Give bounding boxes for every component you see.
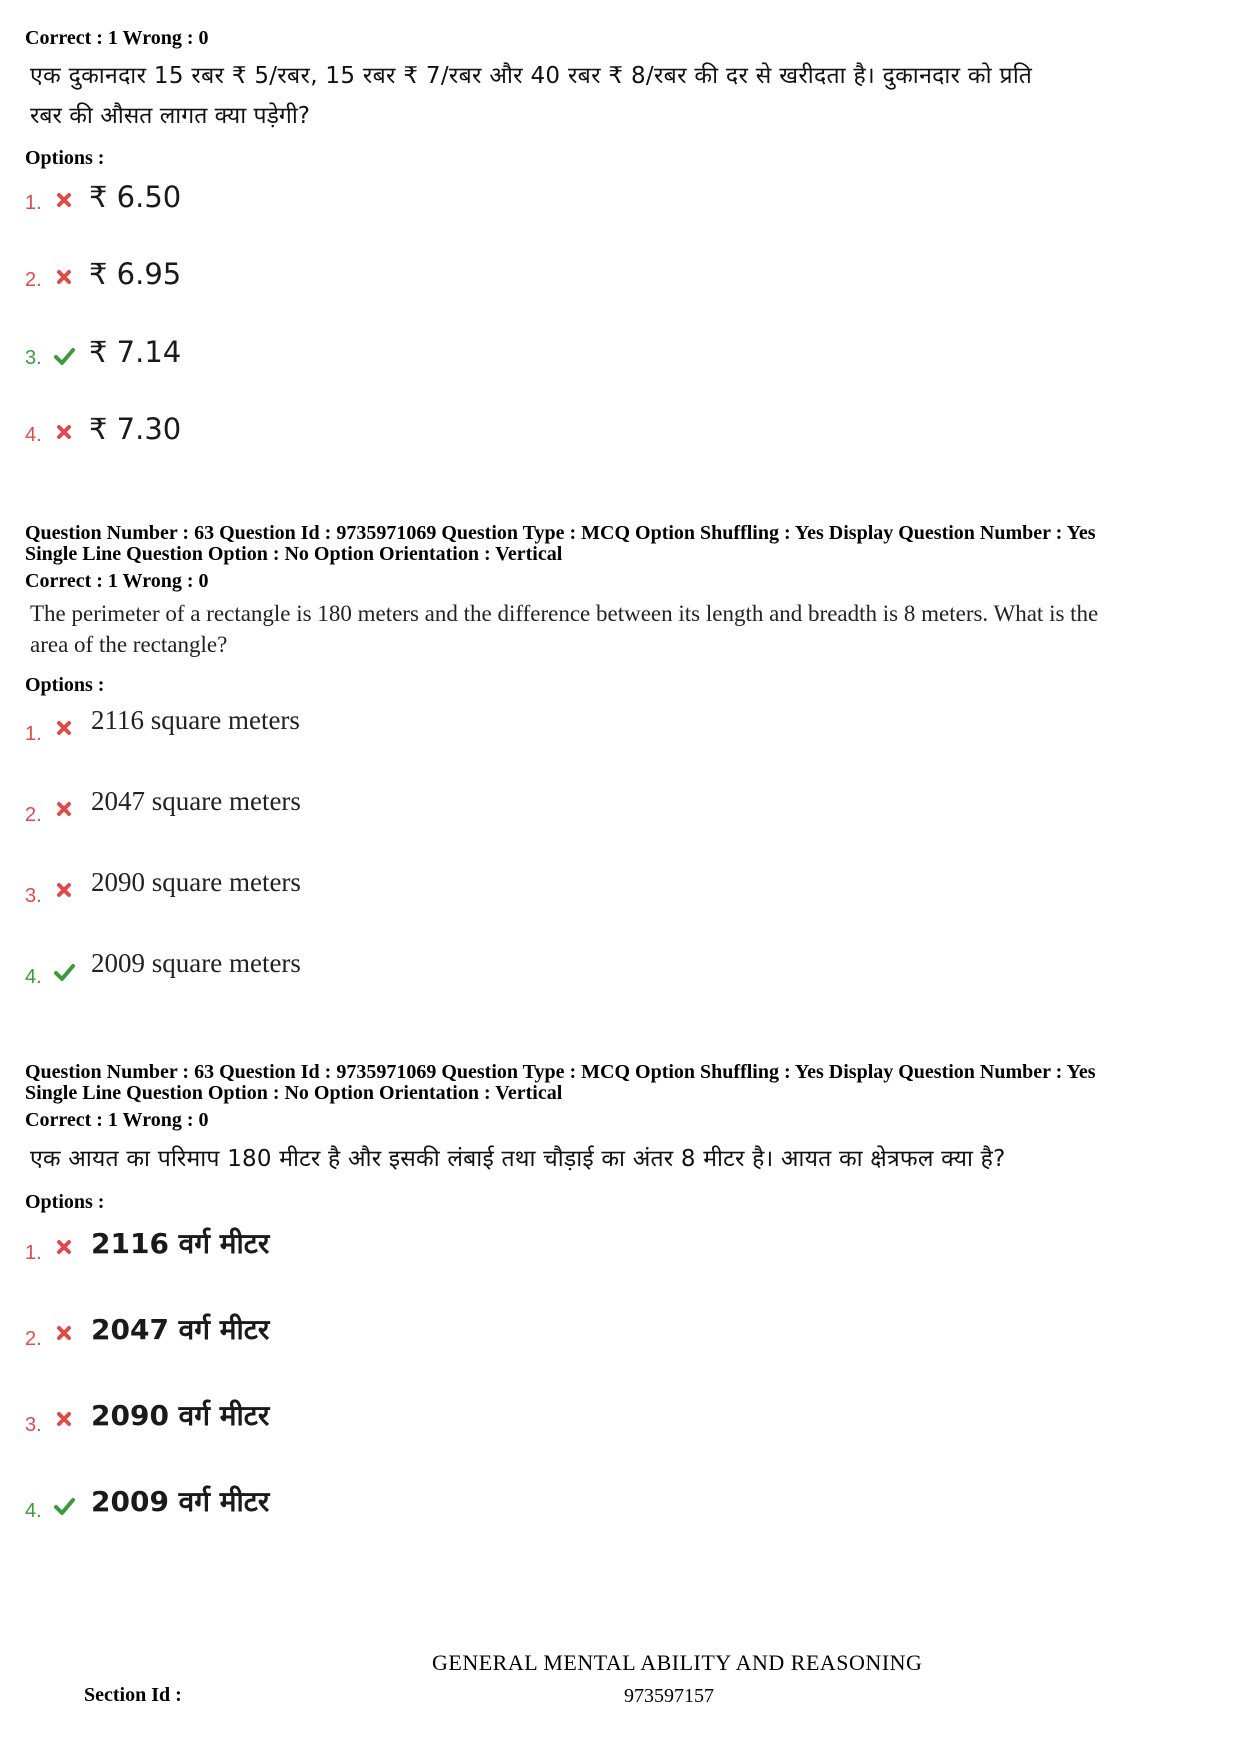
- option-number: 2.: [25, 804, 42, 826]
- option-text: 2090 square meters: [91, 867, 301, 897]
- q62-options-label: Options :: [25, 147, 105, 169]
- q62-question-text-line2: रबर की औसत लागत क्या पड़ेगी?: [30, 103, 311, 129]
- q63-en-option-4: [25, 948, 385, 992]
- q63-en-question-text-line2: area of the rectangle?: [30, 632, 228, 657]
- section-id-value: 973597157: [624, 1685, 714, 1707]
- q63-en-question-text-line1: The perimeter of a rectangle is 180 meters and the difference between its length and breadth is 8 meters. What is the: [30, 601, 1099, 626]
- option-number: 3.: [25, 1414, 42, 1436]
- q63-hi-question-text: एक आयत का परिमाप 180 मीटर है और इसकी लंबाई तथा चौड़ाई का अंतर 8 मीटर है। आयत का क्षेत्रफल क्या है?: [30, 1146, 1006, 1172]
- option-text: 2009 square meters: [91, 948, 301, 978]
- cross-icon: [53, 1408, 75, 1430]
- q62-question-text-line1: एक दुकानदार 15 रबर ₹ 5/रबर, 15 रबर ₹ 7/रबर और 40 रबर ₹ 8/रबर की दर से खरीदता है। दुकानदार को प्रति: [30, 63, 1033, 89]
- option-number: 1.: [25, 192, 42, 214]
- check-icon: [53, 1495, 75, 1517]
- q63-hi-option-1: [25, 1224, 345, 1272]
- q62-option-2: [25, 257, 325, 301]
- option-number: 4.: [25, 1500, 42, 1522]
- option-text: 2009 वर्ग मीटर: [91, 1485, 270, 1518]
- q63-en-option-1: [25, 705, 385, 749]
- section-id-label: Section Id :: [84, 1684, 182, 1706]
- q62-score: Correct : 1 Wrong : 0: [25, 27, 209, 49]
- option-text: 2090 वर्ग मीटर: [91, 1399, 270, 1432]
- option-number: 2.: [25, 1328, 42, 1350]
- cross-icon: [53, 266, 75, 288]
- check-icon: [53, 961, 75, 983]
- option-text: 2047 वर्ग मीटर: [91, 1313, 270, 1346]
- q63-hi-option-2: [25, 1310, 345, 1358]
- option-number: 4.: [25, 966, 42, 988]
- q63-en-meta-line2: Single Line Question Option : No Option Orientation : Vertical: [25, 543, 563, 565]
- q63-hi-options-label: Options :: [25, 1191, 105, 1213]
- q63-en-option-3: [25, 867, 385, 911]
- q63-hi-score: Correct : 1 Wrong : 0: [25, 1109, 209, 1131]
- section-title: GENERAL MENTAL ABILITY AND REASONING: [432, 1650, 923, 1675]
- q62-option-4: [25, 412, 325, 456]
- q63-en-options-label: Options :: [25, 674, 105, 696]
- q62-option-3: [25, 335, 325, 379]
- cross-icon: [53, 421, 75, 443]
- option-number: 1.: [25, 723, 42, 745]
- option-text: 2047 square meters: [91, 786, 301, 816]
- q63-hi-option-4: [25, 1482, 345, 1530]
- cross-icon: [53, 1236, 75, 1258]
- q63-hi-meta-line1: Question Number : 63 Question Id : 9735971069 Question Type : MCQ Option Shuffling : Yes Display Question Number : Yes: [25, 1061, 1096, 1083]
- option-number: 1.: [25, 1242, 42, 1264]
- cross-icon: [53, 1322, 75, 1344]
- q63-en-meta-line1: Question Number : 63 Question Id : 9735971069 Question Type : MCQ Option Shuffling : Yes Display Question Number : Yes: [25, 522, 1096, 544]
- option-text: ₹ 6.95: [89, 257, 182, 291]
- q62-option-1: [25, 180, 325, 224]
- option-text: ₹ 7.14: [89, 335, 182, 369]
- option-number: 2.: [25, 269, 42, 291]
- option-text: ₹ 7.30: [89, 412, 182, 446]
- option-text: 2116 वर्ग मीटर: [91, 1227, 270, 1260]
- option-number: 3.: [25, 347, 42, 369]
- cross-icon: [53, 798, 75, 820]
- check-icon: [53, 345, 75, 367]
- q63-hi-option-3: [25, 1396, 345, 1444]
- option-text: ₹ 6.50: [89, 180, 182, 214]
- q63-en-score: Correct : 1 Wrong : 0: [25, 570, 209, 592]
- option-text: 2116 square meters: [91, 705, 300, 735]
- cross-icon: [53, 189, 75, 211]
- q63-hi-meta-line2: Single Line Question Option : No Option Orientation : Vertical: [25, 1082, 563, 1104]
- option-number: 4.: [25, 424, 42, 446]
- q63-en-option-2: [25, 786, 385, 830]
- cross-icon: [53, 879, 75, 901]
- option-number: 3.: [25, 885, 42, 907]
- cross-icon: [53, 717, 75, 739]
